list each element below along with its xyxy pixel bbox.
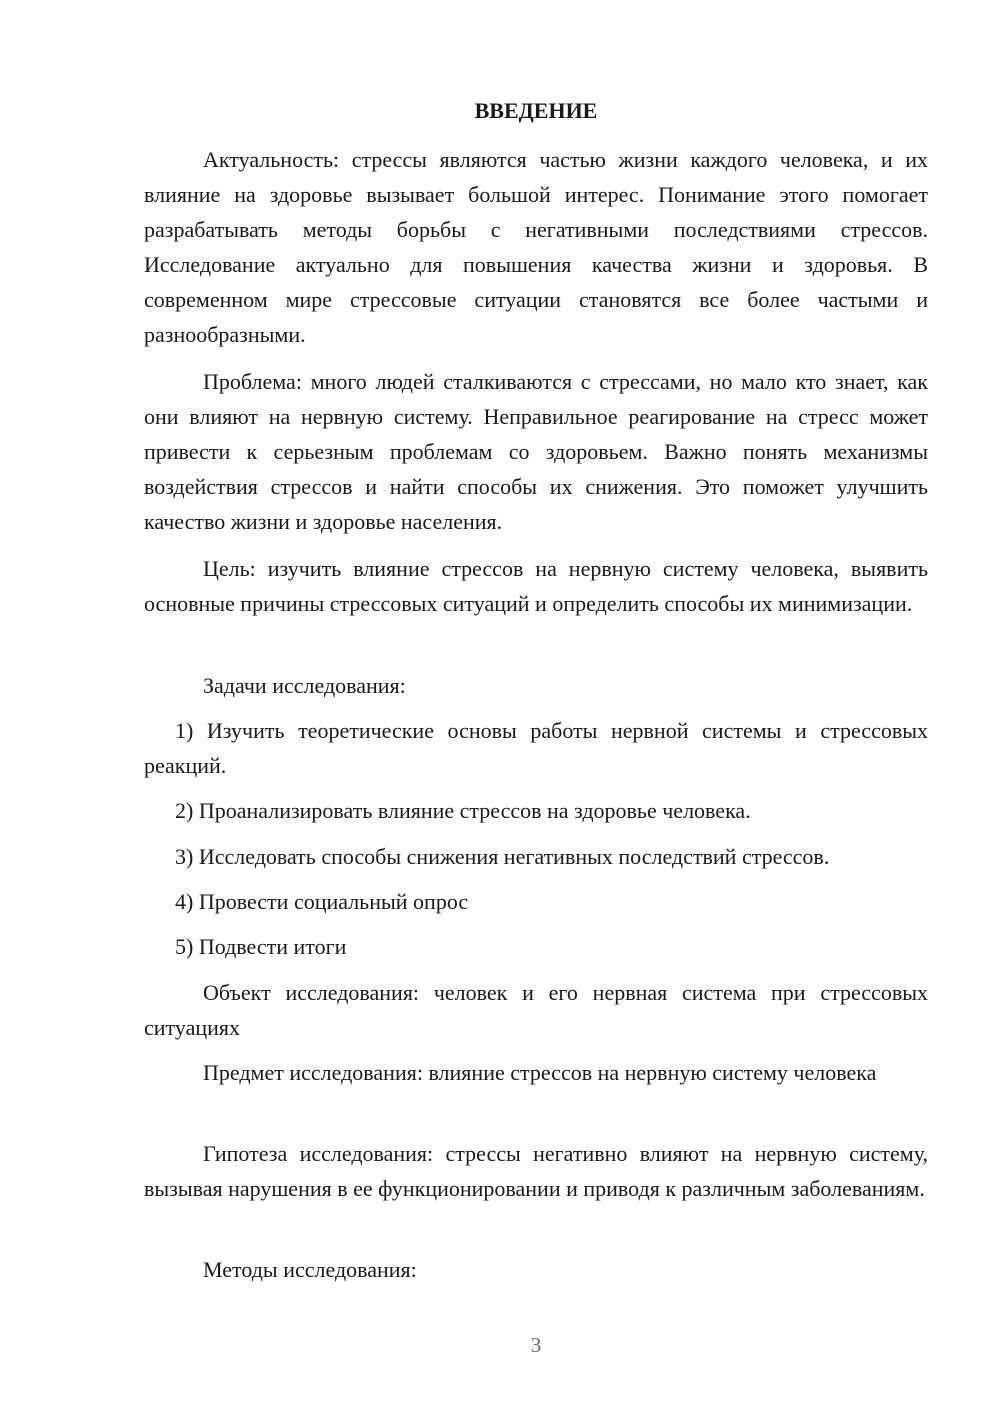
task-item-2: 2) Проанализировать влияние стрессов на здоровье человека. (175, 798, 751, 823)
page-number: 3 (530, 1333, 542, 1357)
task-item-5: 5) Подвести итоги (175, 934, 347, 959)
task-item-3: 3) Исследовать способы снижения негативных последствий стрессов. (175, 844, 830, 869)
goal-paragraph: Цель: изучить влияние стрессов на нервную систему человека, выявить основные причины стрессовых ситуаций и определить способы их минимизации. (144, 556, 928, 616)
page-title: ВВЕДЕНИЕ (474, 98, 598, 123)
problem-paragraph: Проблема: много людей сталкиваются с стрессами, но мало кто знает, как они влияют на нервную систему. Неправильное реагирование на стресс может привести к серьезным проблемам со здоровьем. Важно понять механизмы воздействия стрессов и найти способы их снижения. Это поможет улучшить качество жизни и здоровье населения. (144, 369, 928, 534)
task-item-4: 4) Провести социальный опрос (175, 889, 469, 914)
tasks-heading: Задачи исследования: (203, 673, 406, 698)
methods-heading: Методы исследования: (203, 1257, 417, 1282)
task-item-1: 1) Изучить теоретические основы работы нервной системы и стрессовых реакций. (144, 718, 928, 778)
object-paragraph: Объект исследования: человек и его нервная система при стрессовых ситуациях (144, 980, 928, 1040)
subject-paragraph: Предмет исследования: влияние стрессов на нервную систему человека (203, 1060, 877, 1085)
hypothesis-paragraph: Гипотеза исследования: стрессы негативно влияют на нервную систему, вызывая нарушения в ее функционировании и приводя к различным заболеваниям. (144, 1141, 928, 1201)
relevance-paragraph: Актуальность: стрессы являются частью жизни каждого человека, и их влияние на здоровье вызывает большой интерес. Понимание этого помогает разрабатывать методы борьбы с негативными последствиями стрессов. Исследование актуально для повышения качества жизни и здоровья. В современном мире стрессовые ситуации становятся все более частыми и разнообразными. (144, 147, 928, 347)
